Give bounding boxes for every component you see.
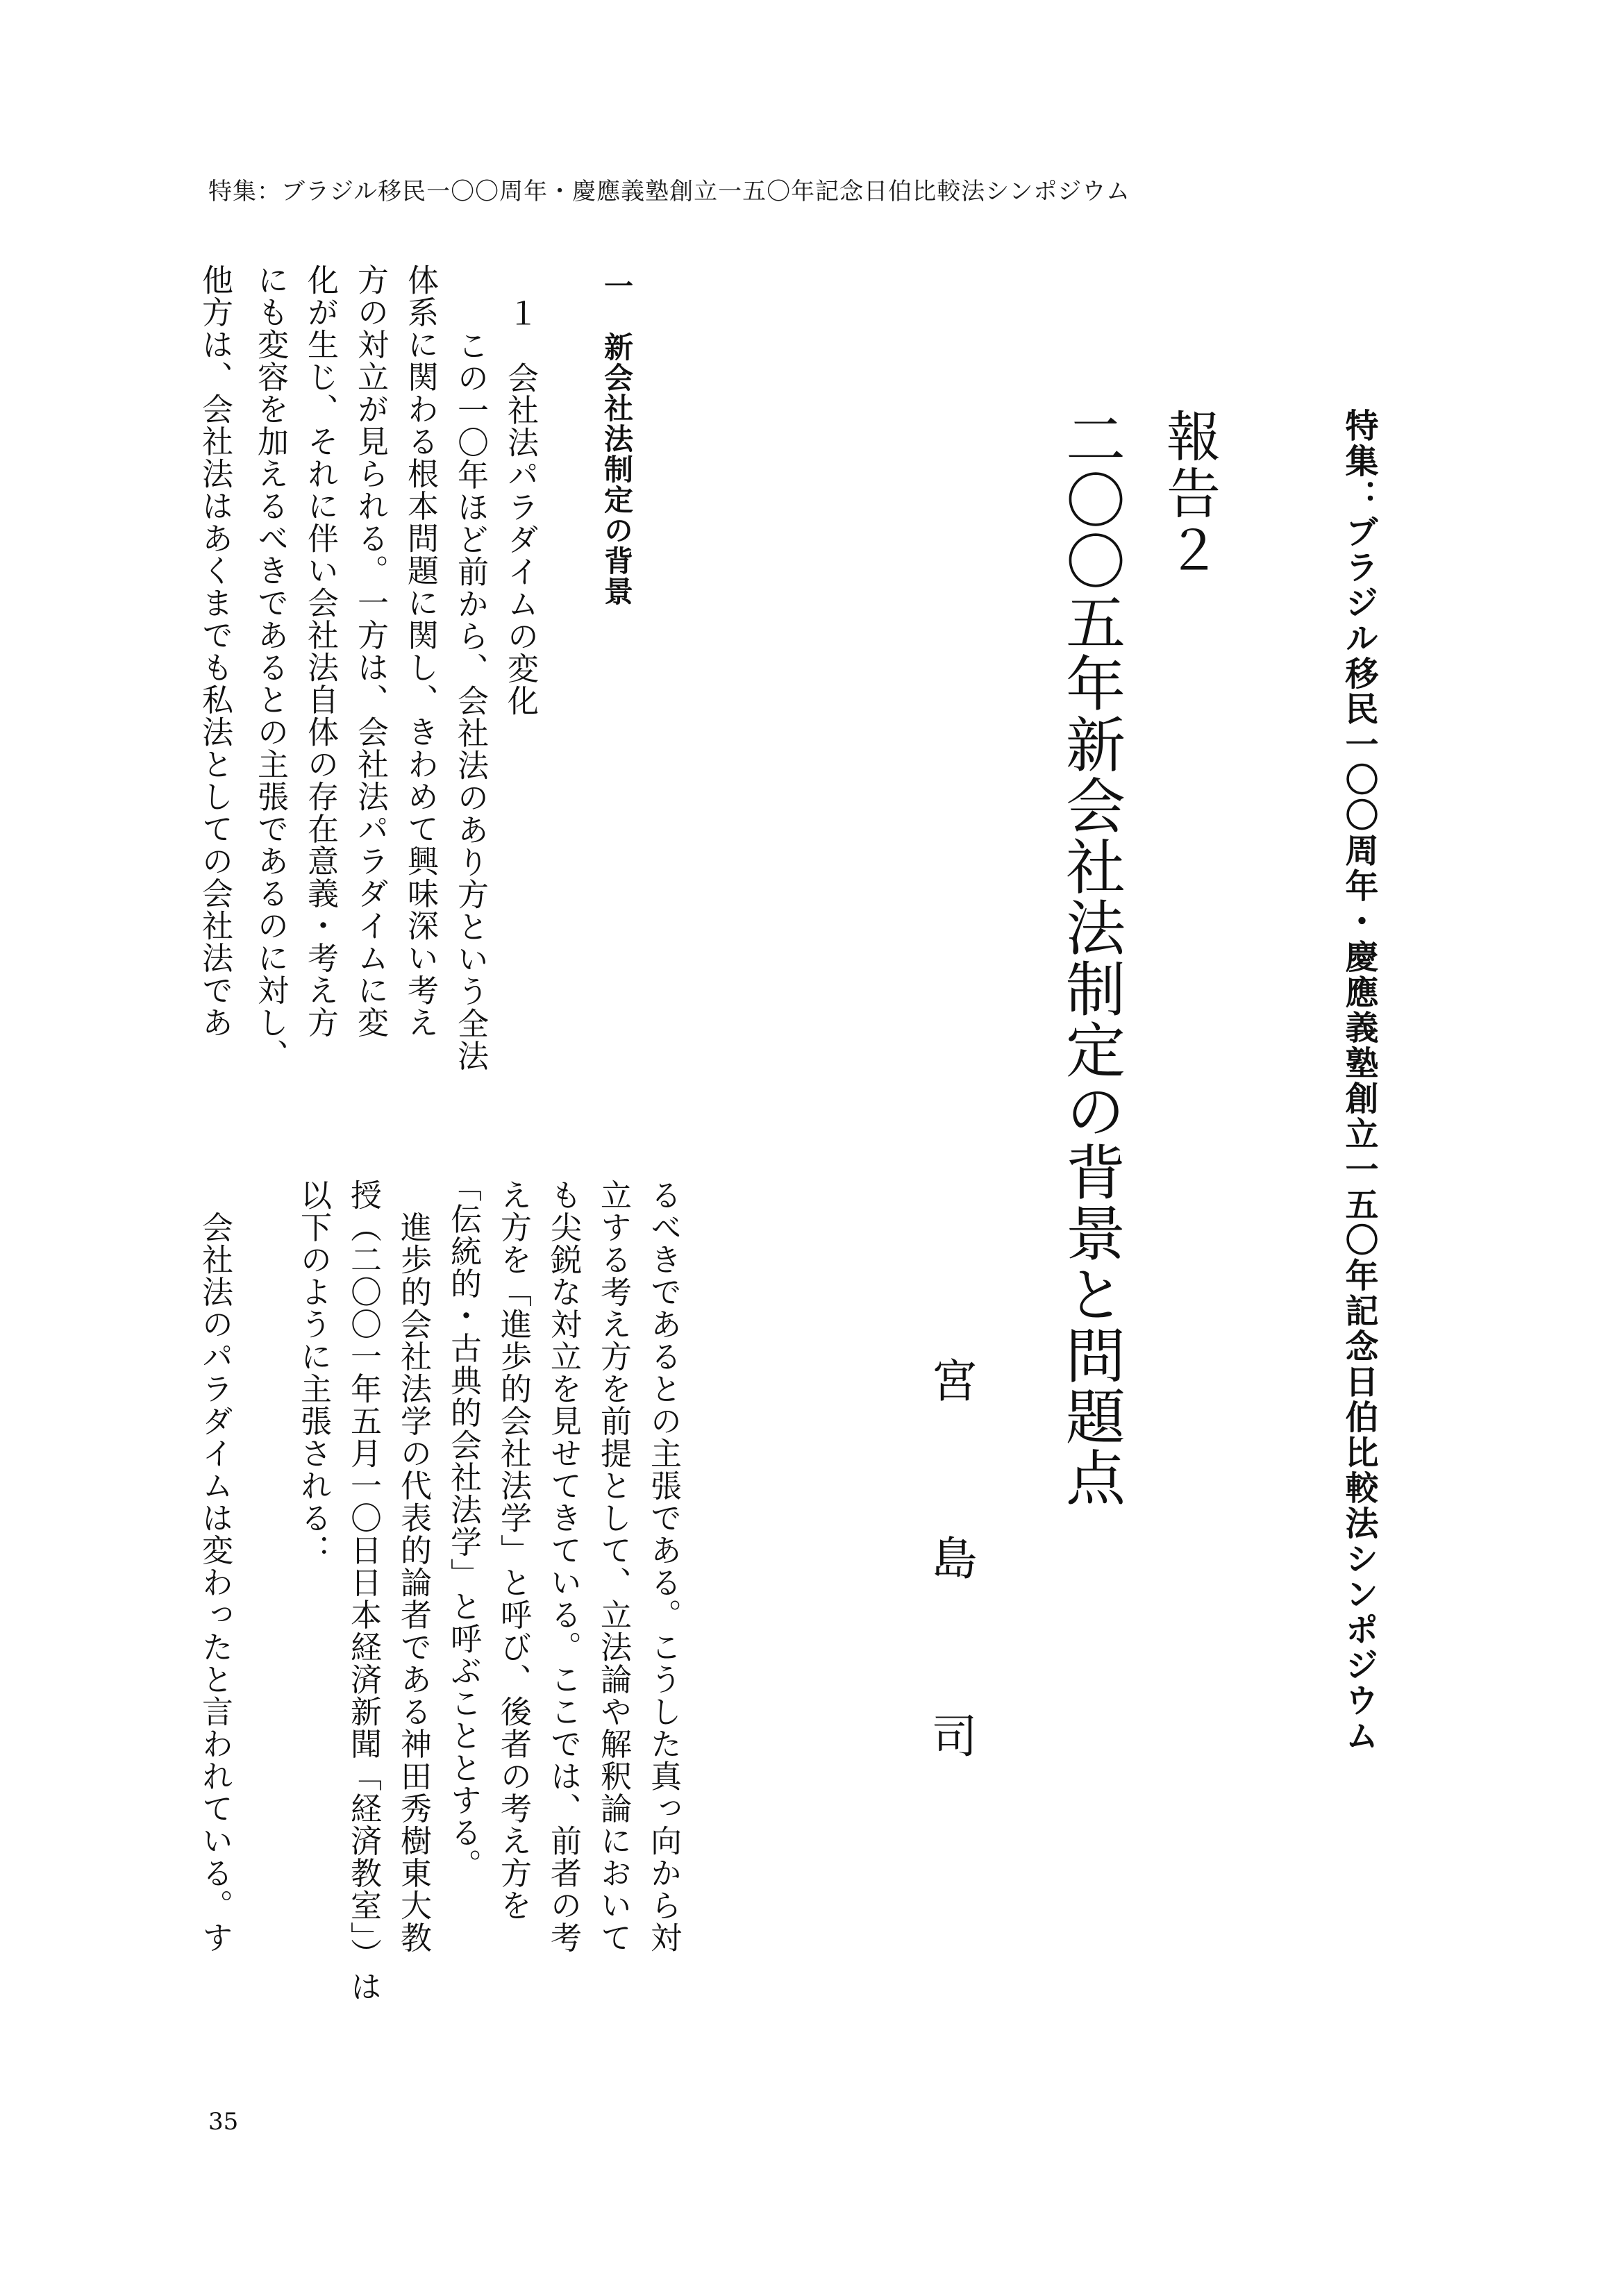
body-line: も尖鋭な対立を見せてきている。ここでは、前者の考 [545, 1179, 582, 1954]
page-number: 35 [208, 2108, 239, 2136]
body-line: 以下のように主張される： [295, 1179, 332, 1566]
body-line: 進歩的会社法学の代表的論者である神田秀樹東大教 [395, 1179, 432, 1954]
body-line: 立する考え方を前提として、立法論や解釈論において [595, 1179, 632, 1954]
body-line: 方の対立が見られる。一方は、会社法パラダイムに変 [352, 264, 389, 1039]
body-line: 会社法のパラダイムは変わったと言われている。す [197, 1179, 233, 1954]
body-line: にも変容を加えるべきであるとの主張であるのに対し、 [252, 264, 289, 1071]
body-line: 他方は、会社法はあくまでも私法としての会社法であ [197, 264, 233, 1039]
body-line: 「伝統的・古典的会社法学」と呼ぶこととする。 [445, 1171, 482, 1881]
section-heading: 一 新会社法制定の背景 [600, 271, 634, 607]
body-line: 授（二〇〇一年五月一〇日日本経済新聞「経済教室」）は [345, 1179, 382, 2003]
subsection-heading: １ 会社法パラダイムの変化 [502, 297, 539, 717]
body-line: るべきであるとの主張である。こうした真っ向から対 [645, 1179, 682, 1954]
body-line: 化が生じ、それに伴い会社法自体の存在意義・考え方 [302, 264, 339, 1039]
body-line: え方を「進歩的会社法学」と呼び、後者の考え方を [495, 1179, 532, 1922]
report-label: 報告２ [1157, 408, 1220, 579]
author-name: 宮島司 [923, 1357, 977, 1890]
body-line: 体系に関わる根本問題に関し、きわめて興味深い考え [402, 264, 439, 1039]
body-line: この一〇年ほど前から、会社法のあり方という全法 [452, 297, 489, 1072]
series-title: 特集：ブラジル移民一〇〇周年・慶應義塾創立一五〇年記念日伯比較法シンポジウム [1339, 408, 1378, 1754]
main-title: 二〇〇五年新会社法制定の背景と問題点 [1055, 408, 1125, 1508]
running-head: 特集：ブラジル移民一〇〇周年・慶應義塾創立一五〇年記念日伯比較法シンポジウム [208, 178, 1130, 206]
